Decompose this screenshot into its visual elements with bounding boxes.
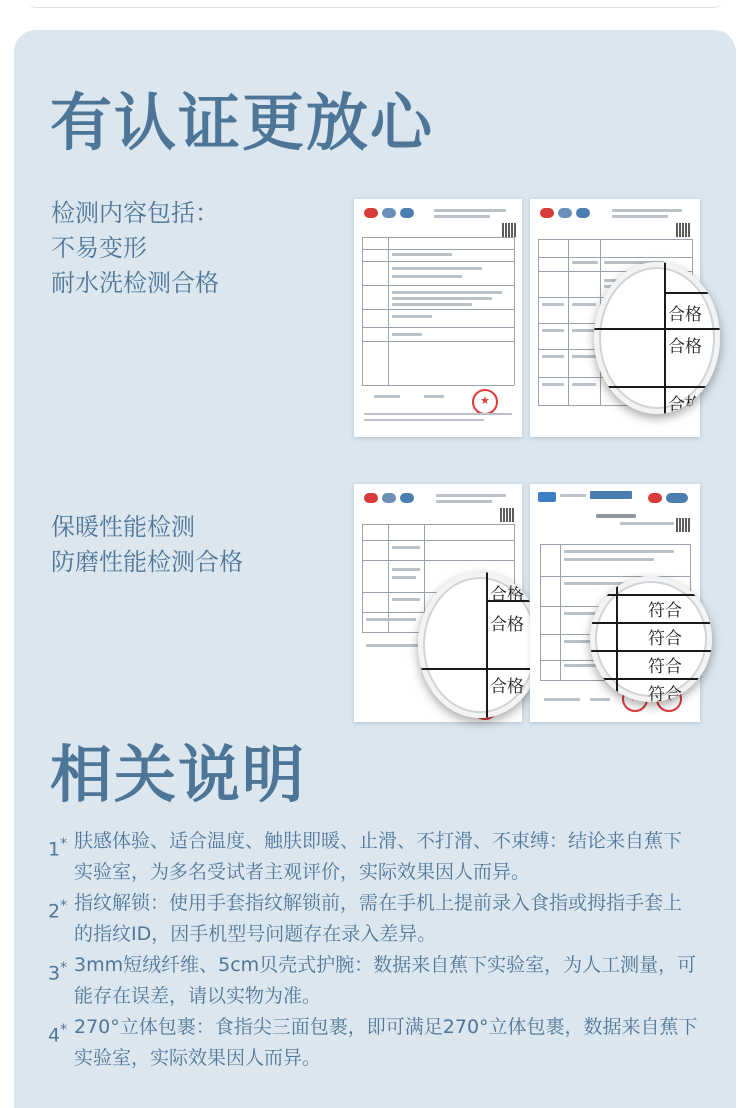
top-divider xyxy=(28,0,722,8)
note-number: 4 xyxy=(48,1024,61,1047)
note-number: 2 xyxy=(48,900,61,923)
result-text: 合格 xyxy=(490,677,524,697)
result-text: 合格 xyxy=(668,305,702,325)
result-text: 符合 xyxy=(648,629,682,649)
feature-list-2 xyxy=(51,510,243,580)
note-number: 3 xyxy=(48,962,61,985)
feature-line: 检测内容包括： xyxy=(51,199,219,227)
result-text: 符合 xyxy=(648,657,682,677)
magnifier-result-3 xyxy=(590,576,712,702)
notes-title: 相关说明 xyxy=(50,738,307,811)
note-text: 肤感体验、适合温度、触肤即暖、止滑、不打滑、不束缚：结论来自蕉下实验室，为多名受试者主观评价，实际效果因人而异。 xyxy=(74,830,683,883)
notes-list xyxy=(48,826,698,1074)
feature-line: 耐水洗检测合格 xyxy=(51,269,219,297)
result-text: 合格 xyxy=(490,585,524,605)
note-mark: * xyxy=(60,898,68,914)
certification-title: 有认证更放心 xyxy=(50,86,435,159)
result-text: 合格 xyxy=(668,395,702,414)
feature-line: 防磨性能检测合格 xyxy=(51,548,243,576)
test-report-image-1 xyxy=(354,199,522,437)
feature-line: 保暖性能检测 xyxy=(51,513,195,541)
note-number: 1 xyxy=(48,838,61,861)
note-text: 3mm短绒纤维、5cm贝壳式护腕：数据来自蕉下实验室，为人工测量，可能存在误差，请以实物为准。 xyxy=(74,954,697,1007)
note-item xyxy=(48,888,698,950)
note-item xyxy=(48,1012,698,1074)
note-item xyxy=(48,826,698,888)
feature-list-1 xyxy=(51,196,219,301)
note-mark: * xyxy=(60,1022,68,1038)
note-text: 270°立体包裹：食指尖三面包裹，即可满足270°立体包裹，数据来自蕉下实验室，实际效果因人而异。 xyxy=(74,1016,698,1069)
result-text: 合格 xyxy=(668,337,702,357)
note-text: 指纹解锁：使用手套指纹解锁前，需在手机上提前录入食指或拇指手套上的指纹ID，因手机型号问题存在录入差异。 xyxy=(74,892,683,945)
note-mark: * xyxy=(60,960,68,976)
result-text: 符合 xyxy=(648,601,682,621)
result-text: 合格 xyxy=(490,615,524,635)
result-text: 符合 xyxy=(648,685,682,702)
feature-line: 不易变形 xyxy=(51,234,147,262)
note-mark: * xyxy=(60,836,68,852)
magnifier-result-1 xyxy=(594,262,720,414)
note-item xyxy=(48,950,698,1012)
magnifier-result-2 xyxy=(418,572,542,718)
